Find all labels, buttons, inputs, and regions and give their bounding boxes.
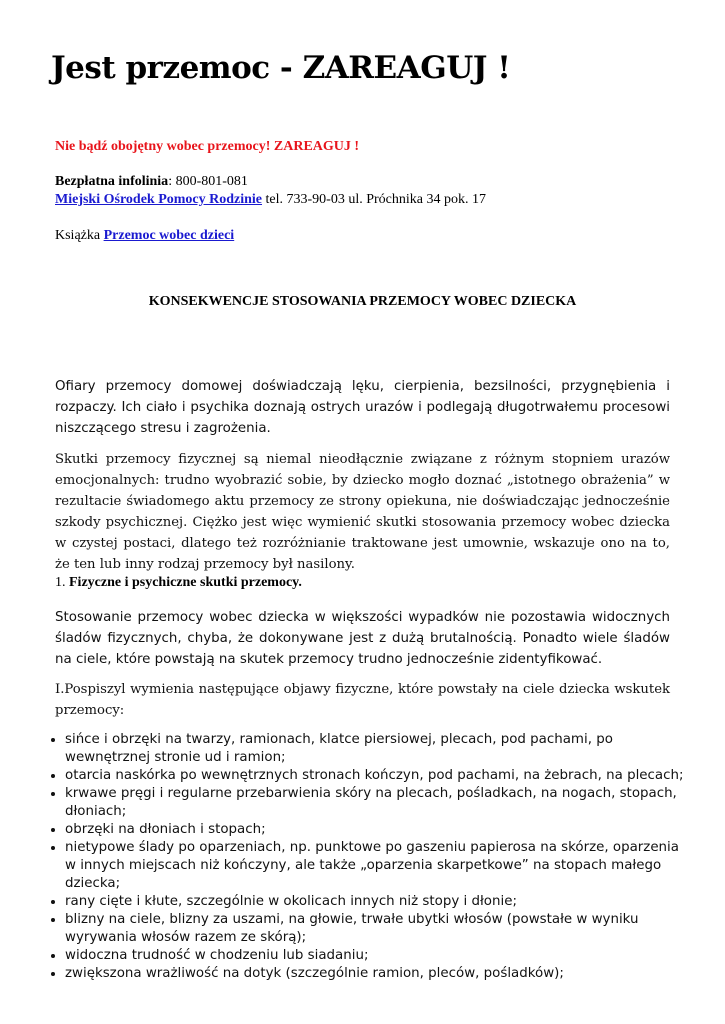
paragraph-1: Ofiary przemocy domowej doświadczają lęku, cierpienia, bezsilności, przygnębienia i rozpaczy. Ich ciało i psychika doznają ostrych urazów i podlegają długotrwałemu procesowi niszczącego stresu i zagrożenia.	[55, 379, 670, 436]
list-item: • obrzęki na dłoniach i stopach;	[65, 821, 685, 839]
list-item: • nietypowe ślady po oparzeniach, np. punktowe po gaszeniu papierosa na skórze, oparzenia w innych miejscach niż kończyny, ale także „oparzenia skarpetkowe” na stopach małego dziecka;	[65, 839, 685, 893]
list-item: • zwiększona wrażliwość na dotyk (szczególnie ramion, pleców, pośladków);	[65, 965, 685, 983]
paragraph-2: Skutki przemocy fizycznej są niemal nieodłącznie związane z różnym stopniem urazów emocjonalnych: trudno wyobrazić sobie, by dziecko mogło doznać „istotnego obrażenia” w rezultacie świadomego aktu przemocy ze strony opiekuna, nie doświadczając jednocześnie szkody psychicznej. Ciężko jest więc wymienić skutki stosowania przemocy wobec dziecka w czystej postaci, dlatego też rozróżnianie traktowane jest umownie, wskazuje ono na to, że ten lub inny rodzaj przemocy był nasilony.	[55, 452, 670, 572]
infoline-separator: :	[168, 174, 173, 189]
list-item: • sińce i obrzęki na twarzy, ramionach, klatce piersiowej, plecach, pod pachami, po wewnętrznej stronie ud i ramion;	[65, 731, 685, 767]
list-item: • otarcia naskórka po wewnętrznych stronach kończyn, pod pachami, na żebrach, na plecach;	[65, 767, 685, 785]
infoline-number: 800-801-081	[175, 174, 248, 189]
book-info	[55, 226, 234, 246]
center-link[interactable]: Miejski Ośrodek Pomocy Rodzinie	[55, 192, 263, 207]
paragraph-3: Stosowanie przemocy wobec dziecka w większości wypadków nie pozostawia widocznych śladów fizycznych, chyba, że dokonywane jest z dużą brutalnością. Ponadto wiele śladów na ciele, które powstają na skutek przemocy trudno jednocześnie zidentyfikować.	[55, 610, 670, 667]
list-item: • rany cięte i kłute, szczególnie w okolicach innych niż stopy i dłonie;	[65, 893, 685, 911]
subheading	[55, 573, 302, 593]
book-link[interactable]: Przemoc wobec dzieci	[103, 228, 235, 243]
symptoms-list	[42, 731, 685, 983]
infoline-label: Bezpłatna infolinia	[55, 174, 169, 189]
list-item: • widoczna trudność w chodzeniu lub siadaniu;	[65, 947, 685, 965]
subheading-text: Fizyczne i psychiczne skutki przemocy.	[69, 575, 302, 590]
section-heading: KONSEKWENCJE STOSOWANIA PRZEMOCY WOBEC DZIECKA	[148, 294, 577, 309]
page-title: Jest przemoc - ZAREAGUJ !	[51, 50, 511, 86]
center-details: tel. 733-90-03 ul. Próchnika 34 pok. 17	[265, 192, 486, 207]
subheading-number: 1.	[55, 575, 66, 590]
slogan: Nie bądź obojętny wobec przemocy! ZAREAGUJ !	[55, 139, 360, 154]
center-info	[55, 190, 486, 210]
infoline	[55, 172, 248, 192]
list-item: • krwawe pręgi i regularne przebarwienia skóry na plecach, pośladkach, na nogach, stopach, dłoniach;	[65, 785, 685, 821]
book-label: Książka	[55, 228, 101, 243]
list-item: • blizny na ciele, blizny za uszami, na głowie, trwałe ubytki włosów (powstałe w wyniku wyrywania włosów razem ze skórą);	[65, 911, 685, 947]
paragraph-4: I.Pospiszyl wymienia następujące objawy fizyczne, które powstały na ciele dziecka wskutek przemocy:	[55, 682, 670, 718]
